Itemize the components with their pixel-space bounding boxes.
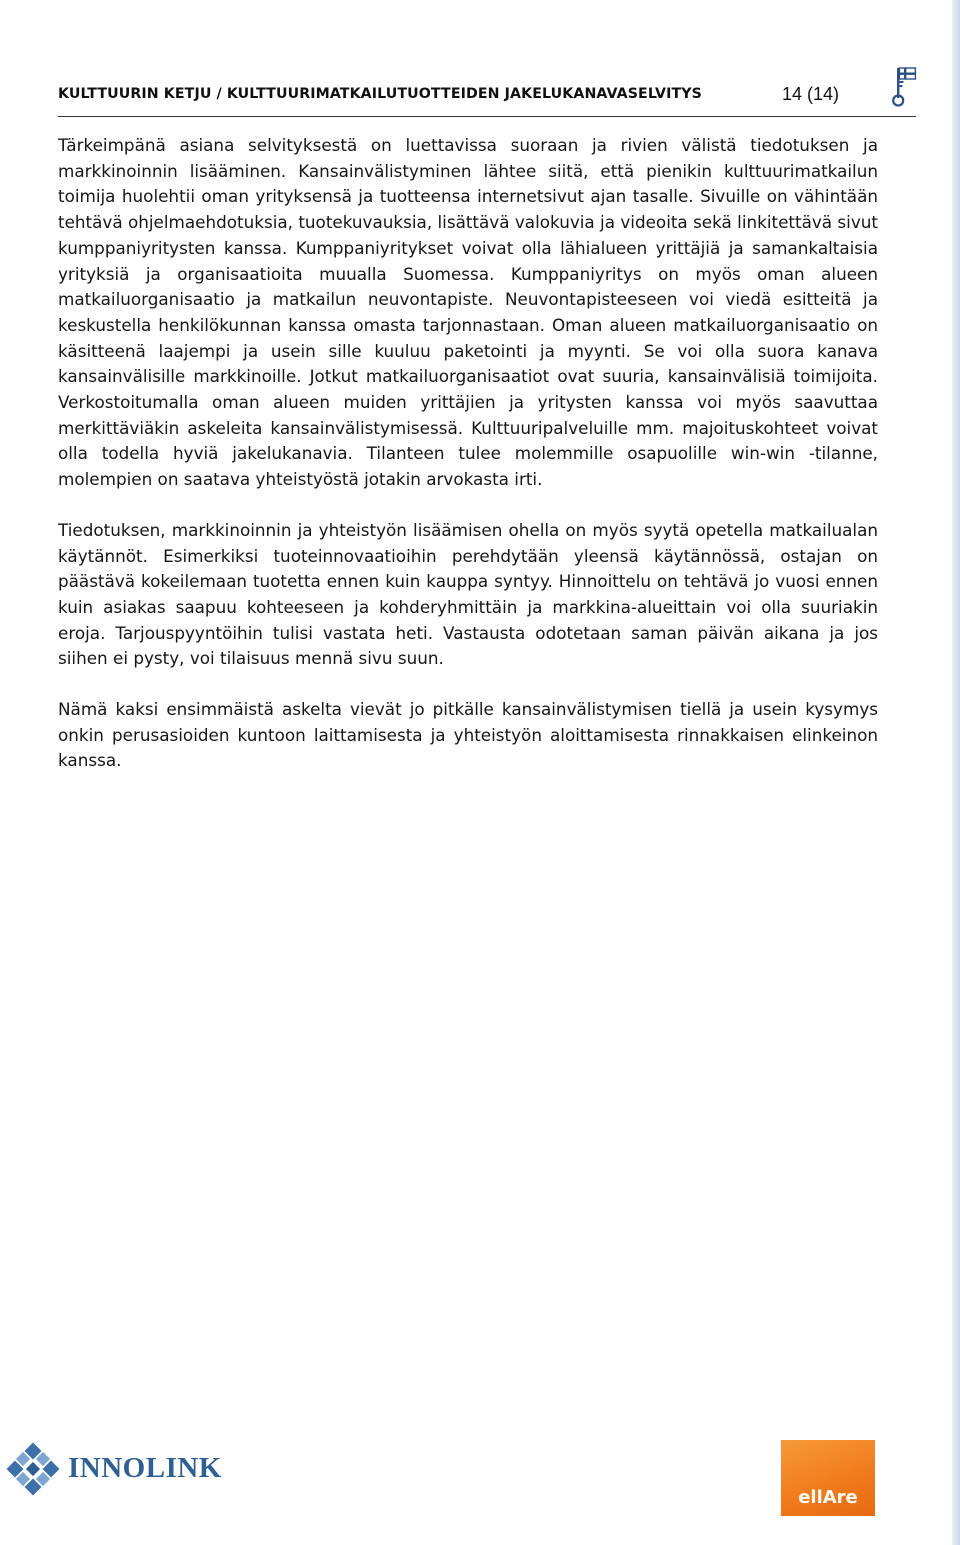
ellare-wordmark: ellAre <box>798 1487 858 1508</box>
header-title: KULTTUURIN KETJU / KULTTUURIMATKAILUTUOTTEIDEN JAKELUKANAVASELVITYS <box>58 86 702 102</box>
innolink-mark-icon <box>6 1442 60 1496</box>
paragraph-3: Nämä kaksi ensimmäistä askelta vievät jo pitkälle kansainvälistymisen tiellä ja usein kysymys onkin perusasioiden kuntoon laittamisesta ja yhteistyön aloittamisesta rinnakkaisen elinkeinon kanssa. <box>58 699 878 771</box>
ellare-logo <box>781 1440 875 1516</box>
paragraph-2: Tiedotuksen, markkinoinnin ja yhteistyön lisäämisen ohella on myös syytä opetella matkailualan käytännöt. Esimerkiksi tuoteinnovaatioihin perehdytään yleensä käytännössä, ostajan on päästävä kokeilemaan tuotetta ennen kuin kauppa syntyy. Hinnoittelu on tehtävä jo vuosi ennen kuin asiakas saapuu kohteeseen ja kohderyhmittäin ja markkina-alueittain voi olla suuriakin eroja. Tarjouspyyntöihin tulisi vastata heti. Vastausta odotetaan saman päivän aikana ja jos siihen ei pysty, voi tilaisuus mennä sivu suun. <box>58 519 878 669</box>
innolink-wordmark: INNOLINK <box>68 1452 222 1484</box>
header-divider <box>58 116 916 117</box>
innolink-logo <box>6 1440 226 1496</box>
page-header <box>58 84 858 108</box>
key-flag-icon <box>884 64 920 108</box>
page-edge-strip <box>952 0 960 1545</box>
page-number: 14 (14) <box>782 84 840 104</box>
document-body <box>58 133 878 799</box>
paragraph-1: Tärkeimpänä asiana selvityksestä on luettavissa suoraan ja rivien välistä tiedotuksen ja markkinoinnin lisääminen. Kansainvälistyminen lähtee siitä, että pienikin kulttuurimatkailun toimija huolehtii oman yrityksensä ja tuotteensa internetsivut ajan tasalle. Sivuille on vähintään tehtävä ohjelmaehdotuksia, tuotekuvauksia, lisättävä valokuvia ja videoita sekä linkitettävä sivut kumppaniyritysten kanssa. Kumppaniyritykset voivat olla lähialueen yrittäjiä ja samankaltaisia yrityksiä ja organisaatioita muualla Suomessa. Kumppaniyritys on myös oman alueen matkailuorganisaatio ja matkailun neuvontapiste. Neuvontapisteeseen voi viedä esitteitä ja keskustella henkilökunnan kanssa omasta tarjonnastaan. Oman alueen matkailuorganisaatio on käsitteenä laajempi ja usein sille kuuluu paketointi ja myynti. Se voi olla suora kanava kansainvälisille markkinoille. Jotkut matkailuorganisaatiot ovat suuria, kansainvälisiä toimijoita. Verkostoitumalla oman alueen muiden yrittäjien ja yritysten kanssa voi myös saavuttaa merkittäviäkin askeleita kansainvälistymisessä. Kulttuuripalveluille mm. majoituskohteet voivat olla todella hyviä jakelukanavia. Tilanteen tulee molemmille osapuolille win-win -tilanne, molempien on saatava yhteistyöstä jotakin arvokasta irti. <box>58 135 878 490</box>
